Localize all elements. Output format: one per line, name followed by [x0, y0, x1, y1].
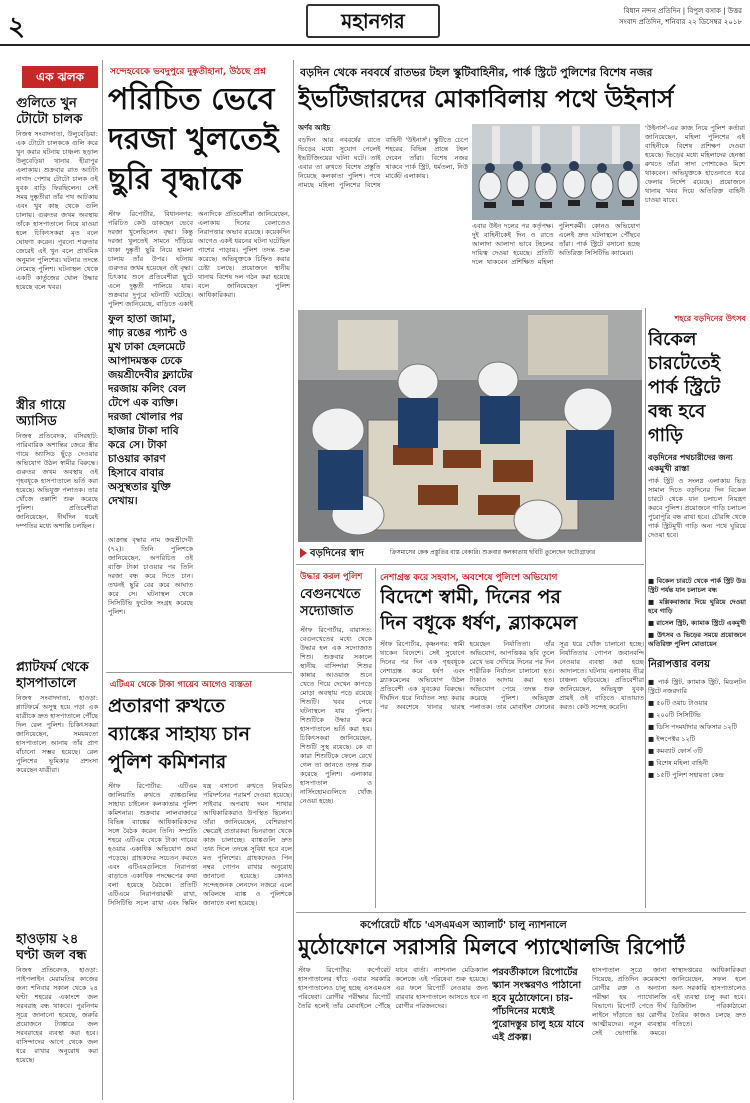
- header-meta-line1: বিধান নন্দন প্রতিদিন | বিপুল বসাক | উত্তর: [623, 7, 742, 15]
- section-title: মহানগর: [306, 4, 440, 38]
- door-headline-line3: ছুরি বৃদ্ধাকে: [108, 162, 243, 197]
- park-headline-line4: বন্ধ হবে: [648, 401, 706, 422]
- security-text: ডিসি পদমর্যাদার অফিসার ১২টি: [656, 723, 737, 731]
- header-meta: [542, 6, 742, 28]
- security-text: ইন্সপেক্টর ১২টি: [656, 735, 696, 743]
- bank-story-headline: [108, 692, 292, 776]
- security-item: ■ কমব্যাট ফোর্স ৩টি: [648, 747, 703, 755]
- section-rule: [296, 564, 644, 565]
- left-column-tab: এক ঝলক: [22, 66, 98, 88]
- begunkhola-text: স্টাফ রিপোর্টার, বারাসত: বেগুনখেতের মধ্যে থেকে উদ্ধার হল এক সদ্যোজাত শিশু। শুক্রবার সকালে স্থানীয় বাসিন্দারা শিশুর কান্নার আওয়াজ শুনে খেতে গিয়ে দেখেন কাপড়ে মোড়া অবস্থায় পড়ে রয়েছে শিশুটি। খবর পেয়ে ঘটনাস্থলে যায় পুলিশ। শিশুটিকে উদ্ধার করে হাসপাতালে ভর্তি করা হয়। চিকিৎসকরা জানিয়েছেন, শিশুটি সুস্থ রয়েছে। কে বা কারা শিশুটিকে ফেলে রেখে গেল তা জানতে তদন্ত শুরু করেছে পুলিশ। এলাকার হাসপাতাল ও নার্সিংহোমগুলিতে খোঁজ নেওয়া হচ্ছে।: [300, 626, 372, 805]
- photo-tab-label: বড়দিনের স্বাদ: [310, 548, 365, 559]
- story-text: নিজস্ব সংবাদদাতা, হাওড়া: প্ল্যাটফর্মে অসুস্থ হয়ে পড়া এক যাত্রীকে দ্রুত হাসপাতালে পৌঁছে দিল রেল পুলিশ। চিকিৎসকরা জানিয়েছেন, সময়মতো হাসপাতালে আনায় তাঁর প্রাণ বাঁচানো সম্ভব হয়েছে। রেল পুলিশের ভূমিকার প্রশংসা করেছেন যাত্রীরা।: [16, 694, 98, 774]
- security-text: বিশেষ মহিলা বাহিনী: [656, 759, 708, 767]
- winners-story-text-c: 'উইনার্স'-এর কাজ নিয়ে পুলিশ কর্তারা জানিয়েছেন, মহিলা পুলিশের এই বাহিনীকে বিশেষ প্রশিক্ষণ দেওয়া হয়েছে। ভিড়ের মধ্যে মহিলাদের হেনস্তা রুখতে তাঁরা সাদা পোশাকেও মিশে থাকবেন। অভিযুক্তকে হাতেনাতে ধরে ফেলার নির্দেশ রয়েছে। প্রয়োজনে থানায় খবর দিয়ে অতিরিক্ত বাহিনী চাওয়া যাবে।: [645, 124, 745, 204]
- park-headline-line5: গাড়ি: [648, 425, 684, 446]
- door-story-text-a: স্টাফ রিপোর্টার, বিধাননগর: পরিচিত কেউ ডাকছেন ভেবে দরজা খুলেছিলেন বৃদ্ধা। কিন্তু দরজা খুলতেই সামনে দাঁড়িয়ে থাকা দুষ্কৃতী ছুরি নিয়ে হামলা চালায় তাঁর উপর। ঘটনায় গুরুতর জখম হয়েছেন ওই বৃদ্ধা। চিৎকার শুনে প্রতিবেশীরা ছুটে এলে দুষ্কৃতী পালিয়ে যায়। শুক্রবার দুপুরে ঘটনাটি ঘটেছে। পুলিশ জানিয়েছে, বাড়িতে একাই: [108, 210, 193, 308]
- bakery-photo: [298, 310, 642, 542]
- door-story-text-b: আক্রান্ত বৃদ্ধার নাম জয়শ্রীদেবী (৭২)। তিনি পুলিশকে জানিয়েছেন, অপরিচিত ওই ব্যক্তি টাকা চাওয়ার পর তিনি দরজা বন্ধ করে দিতে চান। তখনই ছুরি বের করে আঘাত করে সে। ঘটনাস্থল থেকে সিসিটিভি ফুটেজ সংগ্রহ করেছে পুলিশ।: [108, 536, 193, 616]
- pathology-pull-quote: পরবর্তীকালে রিপোর্টের স্ক্যান সংস্করণও পাঠানো হবে মুঠোফোনে। চার-পাঁচদিনের মধ্যেই পুরোদস্তুর চালু হয়ে যাবে এই প্রকল্প।: [492, 967, 584, 1043]
- security-item: ■ ২০০টি সিসিটিভি: [648, 711, 701, 719]
- park-headline-line2: চারটেতেই: [648, 353, 720, 374]
- column-rule: [375, 568, 376, 908]
- park-text: পার্ক স্ট্রিট ও সংলগ্ন এলাকায় ভিড় সামাল দিতে বড়দিনের দিন বিকেল চারটে থেকে যান চলাচল নিয়ন্ত্রণ করবে পুলিশ। প্রয়োজনে গাড়ি চলাচল পুরোপুরি বন্ধ রাখা হবে। চৌরঙ্গি থেকে পার্ক স্ট্রিটমুখী গাড়ি অন্য পথে ঘুরিয়ে দেওয়া হবে।: [648, 477, 746, 539]
- park-street-headline: [648, 328, 746, 448]
- bank-headline-line1: প্রতারণা রুখতে: [108, 695, 225, 717]
- security-item: ■ পার্ক স্ট্রিট, ক্যামাক স্ট্রিট, মিডলটন স্ট্রিটে নজরদারি: [648, 678, 746, 695]
- story-text: নিজস্ব প্রতিবেদক, বসিরহাট: পারিবারিক অশান্তির জেরে স্ত্রীর গায়ে অ্যাসিড ছুঁড়ে দেওয়ার অভিযোগ উঠল স্বামীর বিরুদ্ধে। গুরুতর জখম অবস্থায় ওই গৃহবধূকে হাসপাতালে ভর্তি করা হয়েছে। অভিযুক্ত পলাতক। তার খোঁজে তল্লাশি শুরু করেছে পুলিশ। প্রতিবেশীরা জানিয়েছেন, দীর্ঘদিন ধরেই দম্পতির মধ্যে অশান্তি চলছিল।: [16, 432, 98, 530]
- bank-headline-line2: ব্যাঙ্কের সাহায্য চান: [108, 723, 250, 745]
- winners-story-kicker: বড়দিন থেকে নববর্ষে রাতভর টহল স্কুটিবাহিনীর, পার্ক স্ট্রিটে পুলিশের বিশেষ নজর: [300, 66, 653, 79]
- security-text: ১৫টি পুলিশ সহায়তা কেন্দ্র: [656, 771, 724, 779]
- story-text: নিজস্ব প্রতিবেদক, হাওড়া: পাইপলাইন মেরামতির কাজের জন্য শনিবার সকাল থেকে ২৪ ঘণ্টা শহরের একাংশে জল সরবরাহ বন্ধ থাকবে। পুরনিগম সূত্রে জানানো হয়েছে, জরুরি প্রয়োজনে ট্যাঙ্কারে জল সরবরাহের ব্যবস্থা করা হবে। বাসিন্দাদের আগে থেকে জল ধরে রাখার অনুরোধ করা হয়েছে।: [16, 966, 98, 1064]
- door-headline-line1: পরিচিত ভেবে: [108, 82, 275, 117]
- page-header: [0, 0, 750, 46]
- column-rule: [645, 308, 646, 908]
- story-headline: প্ল্যাটফর্ম থেকে হাসপাতালে: [16, 660, 89, 691]
- abroad-headline-line1: বিদেশে স্বামী, দিনের পর: [380, 586, 561, 608]
- story-headline: স্ত্রীর গায়ে অ্যাসিড: [16, 398, 66, 429]
- pathology-kicker: কর্পোরেটে ধাঁচে 'এসএমএস অ্যালার্ট' চালু ন্যাশনালে: [360, 920, 567, 931]
- photo-caption: ক্রিসমাসের কেক প্রস্তুতির ব্যস্ত বেকারি। শুক্রবার কলকাতায় ছবিটি তুলেছেন ফটোগ্রাফার: [390, 549, 596, 556]
- story-headline: হাওড়ায় ২৪ ঘণ্টা জল বন্ধ: [16, 932, 87, 963]
- park-headline-line1: বিকেল: [648, 329, 697, 350]
- pathology-pull-quote-box: [492, 966, 588, 1098]
- park-headline-line3: পার্ক স্ট্রিটে: [648, 377, 721, 398]
- security-title: নিরাপত্তার বলয়: [648, 659, 710, 670]
- winners-story-headline: ইভটিজারদের মোকাবিলায় পথে উইনার্স: [298, 85, 674, 113]
- bank-story-kicker: এটিএম থেকে টাকা গায়েব আগেও ব্যস্ততা: [110, 680, 252, 690]
- door-story-text-c: অন্যদিকে প্রতিবেশীরা জানিয়েছেন, এলাকায় দিনের বেলাতেও নিরাপত্তার অভাব রয়েছে। কয়েকদিন আগেও একই ধরনের ঘটনা ঘটেছিল পাশের পাড়ায়। পুলিশ তদন্ত শুরু করেছে। অভিযুক্তকে চিহ্নিত করার চেষ্টা চলছে। প্রয়োজনে স্থানীয় থানায় বিশেষ দল গঠন করা হয়েছে বলে জানিয়েছেন পুলিশ আধিকারিকরা।: [198, 210, 290, 299]
- bullet-item: ■ উৎসব ও ভিড়ের সময়ে প্রয়োজনে অতিরিক্ত পুলিশ মোতায়েন: [648, 631, 746, 648]
- abroad-text: স্টাফ রিপোর্টার, কৃষ্ণনগর: স্বামী থাকেন বিদেশে। সেই সুযোগে দিনের পর দিন এক গৃহবধূকে নেশাগ্রস্ত করে ধর্ষণ এবং ব্ল্যাকমেলের অভিযোগ উঠল প্রতিবেশী এক যুবকের বিরুদ্ধে। দীর্ঘদিন ধরে নির্যাতন সহ্য করার পর অবশেষে থানার দ্বারস্থ হয়েছেন নির্যাতিতা। তাঁর অভিযোগ, আপত্তিকর ছবি তুলে রেখে ভয় দেখিয়ে দিনের পর দিন শারীরিক নির্যাতন চালানো হত। টাকাও আদায় করা হত। অভিযোগ পেয়ে তদন্ত শুরু করেছে পুলিশ। অভিযুক্ত পলাতক। তার মোবাইল ফোনের সূত্র ধরে খোঁজ চালানো হচ্ছে। নির্যাতিতার গোপন জবানবন্দি নেওয়ার ব্যবস্থা করা হচ্ছে আদালতে। ঘটনায় এলাকায় তীব্র চাঞ্চল্য ছড়িয়েছে। প্রতিবেশীরা জানিয়েছেন, অভিযুক্ত যুবক প্রায়ই ওই বাড়িতে যাতায়াত করত। কেউ সন্দেহ করেনি।: [380, 640, 644, 711]
- door-pull-quote-box: [108, 312, 193, 532]
- door-story-kicker: সন্দেহবেকে ভবদুপুরে দুষ্কৃতীহানা, উঠছে প্রশ্ন: [110, 67, 266, 77]
- door-story-headline: [108, 80, 288, 200]
- bullet-item: ■ মল্লিকবাজার দিয়ে ঘুরিয়ে দেওয়া হবে গাড়ি: [648, 598, 746, 615]
- door-pull-quote: ফুল হাতা জামা, গাঢ় রঙের প্যান্ট ও মুখ ঢাকা হেলমেটে আপাদমস্তক ঢেকে জয়শ্রীদেবীর ফ্ল্যাটের দরজায় কলিং বেল টেপে এক ব্যক্তি। দরজা খোলার পর হাজার টাকা দাবি করে সে। টাকা চাওয়ার কারণ হিসাবে বাবার অসুস্থতার যুক্তি দেখায়।: [108, 313, 193, 507]
- story-text: নিজস্ব সংবাদদাতা, উলুবেড়িয়া: এক টোটো চালককে গুলি করে খুন করার ঘটনায় চাঞ্চল্য ছড়াল উলুবেড়িয়া থানার হীরাপুর এলাকায়। শুক্রবার রাত আটটা নাগাদ পেশায় টোটো চালক ওই যুবক বাড়ি ফিরছিলেন। সেই সময় দুষ্কৃতীরা তাঁর পথ আটকায় এবং খুব কাছ থেকে গুলি চালায়। গুরুতর জখম অবস্থায় তাঁকে হাসপাতালে নিয়ে যাওয়া হলে চিকিৎসকরা মৃত বলে ঘোষণা করেন। পুরনো শত্রুতার জেরেই এই খুন বলে প্রাথমিক অনুমান পুলিশের। ঘটনার তদন্তে নেমেছে পুলিশ। ঘটনাস্থল থেকে একটি কার্তুজের খোল উদ্ধার হয়েছে বলে খবর।: [16, 130, 98, 291]
- abroad-headline-line2: দিন বধূকে ধর্ষণ, ব্ল্যাকমেল: [380, 612, 578, 634]
- security-item: ■ ডিসি পদমর্যাদার অফিসার ১২টি: [648, 723, 737, 731]
- pathology-text-a: স্টাফ রিপোর্টার: কর্পোরেট হাসপাতালের ধাঁচে এবার সরকারি হাসপাতালেও চালু হচ্ছে এসএমএস পরিষেবা। রোগীর পরীক্ষার রিপোর্ট তৈরি হলেই তাঁর মোবাইলে পৌঁছে যাবে বার্তা। ন্যাশনাল মেডিক্যাল কলেজে এই পরিষেবা শুরু হয়েছে। এর ফলে রিপোর্ট নেওয়ার জন্য বারবার হাসপাতালে আসতে হবে না রোগীর পরিজনদের।: [298, 966, 488, 1010]
- bank-story-text: স্টাফ রিপোর্টার: এটিএম জালিয়াতি রুখতে ব্যাঙ্কগুলির সাহায্য চাইলেন কলকাতার পুলিশ কমিশনার। শুক্রবার লালবাজারে বিভিন্ন ব্যাঙ্কের আধিকারিকদের সঙ্গে বৈঠক করেন তিনি। সম্প্রতি শহরে এটিএম থেকে টাকা গায়েব হওয়ার একাধিক অভিযোগ জমা পড়েছে। গ্রাহকদের সচেতন করতে এবং এটিএমগুলিতে নিরাপত্তা বাড়াতে একাধিক পদক্ষেপের কথা বলা হয়েছে বৈঠকে। প্রতিটি এটিএমে নিরাপত্তারক্ষী রাখা, সিসিটিভি সচল রাখা এবং স্কিমিং যন্ত্র বসানো রুখতে নিয়মিত পরিদর্শনের পরামর্শ দেওয়া হয়েছে। সাইবার অপরাধ দমন শাখার আধিকারিকরাও উপস্থিত ছিলেন। তাঁরা জানিয়েছেন, বেশিরভাগ ক্ষেত্রেই প্রতারকরা ভিনরাজ্য থেকে কাজ চালাচ্ছে। ব্যাঙ্কগুলি দ্রুত তথ্য দিলে তদন্তে সুবিধা হবে বলে মত পুলিশের। গ্রাহকদেরও পিন নম্বর গোপন রাখার অনুরোধ জানানো হয়েছে। কোনও সন্দেহজনক লেনদেন নজরে এলে অবিলম্বে ব্যাঙ্ক ও পুলিশকে জানাতে বলা হয়েছে।: [108, 782, 292, 907]
- security-item: ■ ১৫টি পুলিশ সহায়তা কেন্দ্র: [648, 771, 724, 779]
- red-arrow-icon: [300, 548, 307, 558]
- security-text: কমব্যাট ফোর্স ৩টি: [656, 747, 703, 755]
- left-column: [16, 92, 98, 1097]
- security-item: ■ ইন্সপেক্টর ১২টি: [648, 735, 696, 743]
- page-number: ২: [8, 12, 25, 42]
- security-text: ৫০টি ওয়াচ টাওয়ার: [656, 699, 708, 707]
- bullet-text: মল্লিকবাজার দিয়ে ঘুরিয়ে দেওয়া হবে গাড়ি: [648, 598, 746, 615]
- security-text: ২০০টি সিসিটিভি: [656, 711, 701, 719]
- park-subhead: বড়দিনের পথচারীদের জন্য একমুখী রাস্তা: [648, 453, 733, 473]
- section-rule: [296, 912, 746, 913]
- bullet-text: উৎসব ও ভিড়ের সময়ে প্রয়োজনে অতিরিক্ত পুলিশ মোতায়েন: [648, 631, 746, 648]
- pathology-headline: মুঠোফোনে সরাসরি মিলবে প্যাথোলজি রিপোর্ট: [298, 935, 685, 959]
- security-item: ■ বিশেষ মহিলা বাহিনী: [648, 759, 708, 767]
- abroad-headline: [380, 584, 644, 636]
- pathology-text-b: হাসপাতাল সূত্রে জানা গিয়েছে, প্রতিদিন কয়েকশো রোগীর রক্ত ও অন্যান্য পরীক্ষা হয় প্যাথোলজি বিভাগে। রিপোর্ট পেতে দীর্ঘ লাইনে দাঁড়াতে হয় রোগীর আত্মীয়দের। নতুন ব্যবস্থায় সেই ভোগান্তি কমবে। স্বাস্থ্যদপ্তরের আধিকারিকরা জানিয়েছেন, সফল হলে অন্য সরকারি হাসপাতালেও এই ব্যবস্থা চালু করা হবে। ডিজিটাল পরিকাঠামো তৈরির কাজও চলছে দ্রুত গতিতে।: [592, 966, 746, 1037]
- bullet-item: ■ রাসেল স্ট্রিট, ক্যামাক স্ট্রিটে একমুখী: [648, 619, 746, 627]
- begunkhola-headline-line2: সদ্যোজাত: [300, 604, 354, 619]
- park-street-tab: শহরে বড়দিনের উৎসব: [660, 312, 746, 326]
- abroad-kicker: নেশাগ্রস্ত করে সহবাস, অবশেষে পুলিশে অভিযোগ: [380, 573, 558, 583]
- winners-byline: অর্ণব আইচ: [298, 124, 331, 132]
- security-item: ■ ৫০টি ওয়াচ টাওয়ার: [648, 699, 708, 707]
- park-bullets: [648, 577, 746, 649]
- bank-headline-line3: পুলিশ কমিশনার: [108, 751, 227, 773]
- begunkhola-kicker: উদ্ধার করল পুলিশ: [300, 572, 363, 582]
- photo-tab: [300, 546, 382, 562]
- winners-story-text-a: বড়দিন আর নববর্ষের রাতে ভিড়ের মধ্যে সুযোগ পেলেই ইভটিজিংয়ের ঘটনা ঘটে। তাই এবার তা রুখতে বিশেষ প্রস্তুতি নিয়েছে কলকাতা পুলিশ। পথে নামছে মহিলা পুলিশের বিশেষ বাহিনী 'উইনার্স'। স্কুটিতে চেপে শহরের বিভিন্ন প্রান্তে টহল দেবেন তাঁরা। বিশেষ নজর থাকবে পার্ক স্ট্রিট, ধর্মতলা, নিউ মার্কেট এলাকায়।: [298, 136, 468, 189]
- winners-story-text-b: এবার উইন দলের পর কর্তৃপক্ষ। দুই বাহিনীকেই দিন ও রাতে আলাদা আলাদা ভাবে টহলের দায়িত্ব দেওয়া হয়েছে। প্রতিটি দলে থাকবেন প্রশিক্ষিত মহিলা পুলিশকর্মী। কোনও অভিযোগ এলেই দ্রুত ঘটনাস্থলে পৌঁছবে তাঁরা। পার্ক স্ট্রিটে বসানো হচ্ছে অতিরিক্ত সিসিটিভি ক্যামেরা।: [472, 222, 640, 266]
- header-meta-line2: সংবাদ প্রতিদিন, শনিবার ২২ ডিসেম্বর ২০১৮: [619, 18, 742, 26]
- begunkhola-headline: [300, 586, 372, 620]
- column-rule: [293, 60, 294, 1100]
- scooter-squad-photo: [472, 124, 640, 220]
- section-rule: [106, 672, 292, 673]
- bullet-text: বিকেল চারটে থেকে পার্ক স্ট্রিট উড স্ট্রিট পর্যন্ত যান চলাচল বন্ধ: [648, 577, 746, 594]
- begunkhola-headline-line1: বেগুনখেতে: [300, 587, 361, 602]
- story-headline: গুলিতে খুন টোটো চালক: [16, 96, 83, 127]
- door-headline-line2: দরজা খুলতেই: [108, 122, 279, 157]
- column-rule: [102, 60, 103, 1100]
- bullet-text: রাসেল স্ট্রিট, ক্যামাক স্ট্রিটে একমুখী: [656, 619, 746, 627]
- security-text: পার্ক স্ট্রিট, ক্যামাক স্ট্রিট, মিডলটন স্ট্রিটে নজরদারি: [648, 678, 746, 695]
- bullet-item: ■ বিকেল চারটে থেকে পার্ক স্ট্রিট উড স্ট্রিট পর্যন্ত যান চলাচল বন্ধ: [648, 577, 746, 594]
- winners-story-body: [298, 122, 468, 304]
